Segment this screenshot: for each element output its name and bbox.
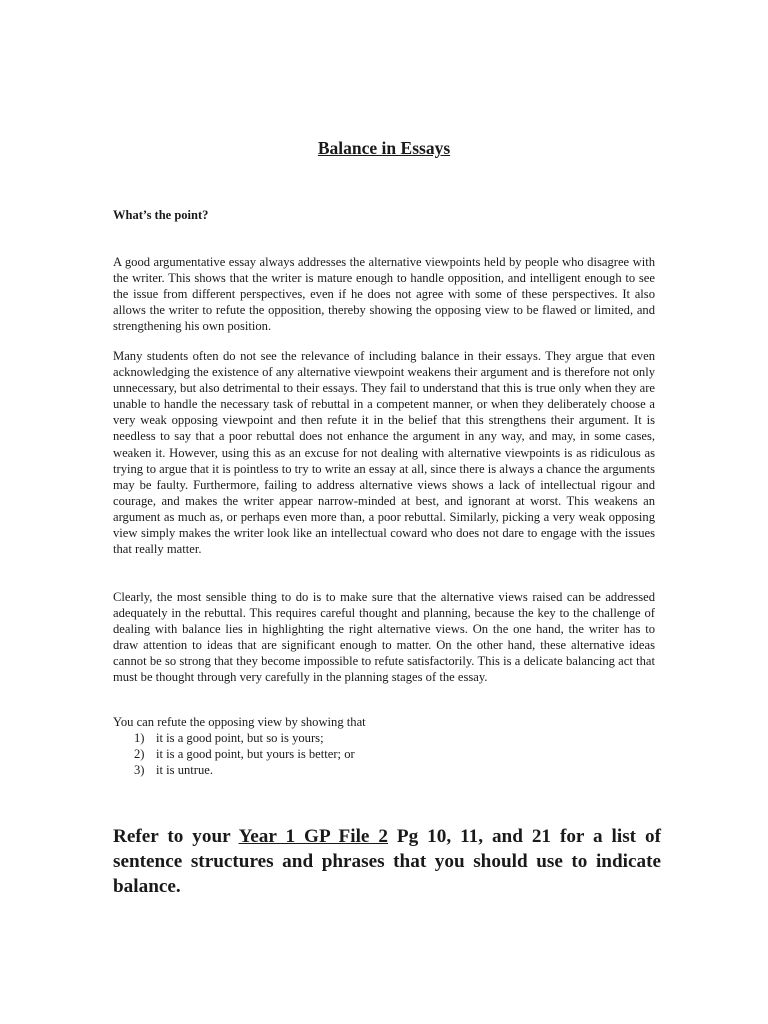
list-item <box>113 746 355 762</box>
list-item-text: it is untrue. <box>156 763 214 777</box>
refer-note <box>113 824 661 899</box>
refute-options-list <box>113 730 355 778</box>
paragraph-1: A good argumentative essay always addresses the alternative viewpoints held by people who disagree with the writer. This shows that the writer is mature enough to handle opposition, and intelligent enough to see the issue from different perspectives, even if he does not agree with some of these perspectives. It also allows the writer to refute the opposition, thereby showing the opposing view to be flawed or limited, and strengthening his own position. <box>113 255 655 334</box>
refer-note-file: Year 1 GP File 2 <box>238 826 388 847</box>
list-item-text: it is a good point, but so is yours; <box>156 731 324 745</box>
list-item-text: it is a good point, but yours is better; or <box>156 747 355 761</box>
list-item <box>113 762 355 778</box>
list-item-number: 2) <box>134 747 145 761</box>
list-item <box>113 730 355 746</box>
paragraph-3: Clearly, the most sensible thing to do is to make sure that the alternative views raised can be addressed adequately in the rebuttal. This requires careful thought and planning, because the key to the challenge of dealing with balance lies in highlighting the right alternative views. On the one hand, the writer has to draw attention to ideas that are significant enough to matter. On the other hand, these alternative ideas cannot be so strong that they become impossible to refute satisfactorily. This is a delicate balancing act that must be thought through very carefully in the planning stages of the essay. <box>113 590 655 685</box>
refer-note-part2: Pg 10, 11, and 21 for a list of sentence structures and phrases that you should use to indicate balance. <box>113 826 661 897</box>
refer-note-part1: Refer to your <box>113 826 239 847</box>
refute-intro: You can refute the opposing view by showing that <box>113 715 366 729</box>
list-item-number: 1) <box>134 731 145 745</box>
section-subheading: What’s the point? <box>113 208 209 222</box>
list-item-number: 3) <box>134 763 145 777</box>
paragraph-2: Many students often do not see the relevance of including balance in their essays. They argue that even acknowledging the existence of any alternative viewpoint weakens their argument and is therefore not only unnecessary, but also detrimental to their essays. They fail to understand that this is true only when they are unable to handle the necessary task of rebuttal in a competent manner, or when they deliberately choose a very weak opposing viewpoint and then refute it in the belief that this strengthens their argument. It is needless to say that a poor rebuttal does not enhance the argument in any way, and may, in some cases, weaken it. However, using this as an excuse for not dealing with alternative viewpoints is as ridiculous as trying to argue that it is pointless to try to write an essay at all, since there is always a chance the arguments may be faulty. Furthermore, failing to address alternative views shows a lack of intellectual rigour and courage, and makes the writer appear narrow-minded at best, and ignorant at worst. This weakens an argument as much as, or perhaps even more than, a poor rebuttal. Similarly, picking a very weak opposing view simply makes the writer look like an intellectual coward who does not dare to engage with the issues that really matter. <box>113 349 655 557</box>
document-title: Balance in Essays <box>317 138 451 158</box>
